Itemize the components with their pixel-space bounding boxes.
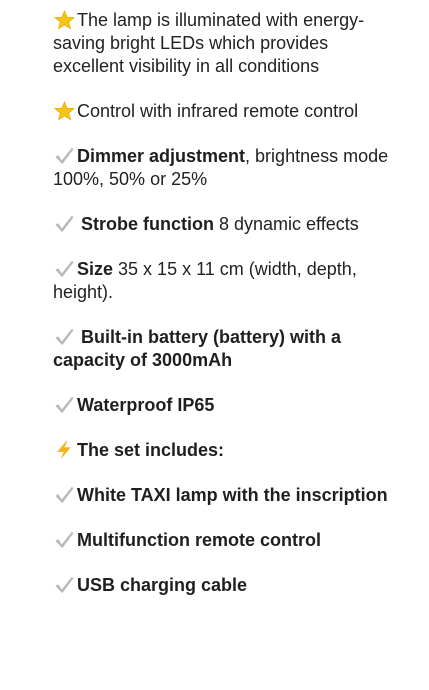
- check-icon: [53, 146, 76, 166]
- feature-size-title: Size: [77, 259, 114, 279]
- check-icon: [53, 214, 76, 234]
- bottom-fade: [0, 672, 429, 690]
- set-item-lamp-title: White TAXI lamp with the inscription: [77, 485, 388, 505]
- check-icon: [53, 485, 76, 505]
- feature-size-text: 35 x 15 x 11 cm (width, depth, height).: [53, 259, 357, 302]
- feature-waterproof-paragraph: [53, 394, 393, 417]
- set-item-remote-paragraph: [53, 529, 393, 552]
- product-description: [53, 9, 393, 619]
- set-item-cable-title: USB charging cable: [77, 575, 248, 595]
- set-item-lamp-paragraph: [53, 484, 393, 507]
- lightning-icon: [53, 440, 76, 460]
- feature-dimmer-text: , brightness mode 100%, 50% or 25%: [53, 146, 389, 189]
- set-item-remote-title: Multifunction remote control: [77, 530, 321, 550]
- check-icon: [53, 259, 76, 279]
- check-icon: [53, 327, 76, 347]
- set-includes-title: The set includes:: [77, 440, 225, 460]
- check-icon: [53, 575, 76, 595]
- feature-battery-paragraph: [53, 326, 393, 372]
- feature-dimmer-title: Dimmer adjustment: [77, 146, 246, 166]
- check-icon: [53, 395, 76, 415]
- feature-strobe-title: Strobe function: [81, 214, 214, 234]
- star-icon: [53, 10, 76, 30]
- feature-battery-title: Built-in battery (battery) with a capacity of 3000mAh: [53, 327, 342, 370]
- feature-led-text: The lamp is illuminated with energy-saving bright LEDs which provides excellent visibility in all conditions: [53, 10, 365, 76]
- feature-dimmer-paragraph: [53, 145, 393, 191]
- set-includes-heading: [53, 439, 393, 462]
- set-item-cable-paragraph: [53, 574, 393, 597]
- feature-waterproof-title: Waterproof IP65: [77, 395, 215, 415]
- feature-remote-text: Control with infrared remote control: [77, 101, 359, 121]
- feature-strobe-paragraph: [53, 213, 393, 236]
- star-icon: [53, 101, 76, 121]
- feature-led-paragraph: [53, 9, 393, 78]
- feature-remote-paragraph: [53, 100, 393, 123]
- check-icon: [53, 530, 76, 550]
- feature-strobe-text: 8 dynamic effects: [214, 214, 359, 234]
- feature-size-paragraph: [53, 258, 393, 304]
